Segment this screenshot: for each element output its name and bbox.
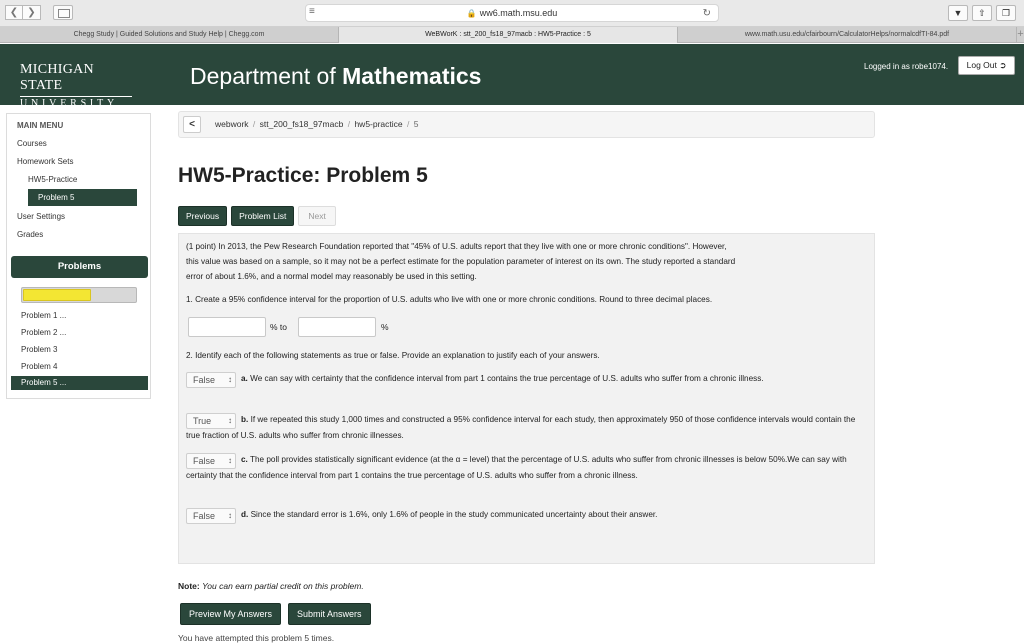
login-status: Logged in as robe1074.: [864, 62, 949, 71]
statement-b-select[interactable]: True ↕: [186, 413, 236, 429]
problem-nav: [178, 206, 336, 226]
left-sidebar: [6, 113, 151, 399]
breadcrumb-back-button[interactable]: <: [183, 116, 201, 133]
statement-d-letter: d.: [241, 510, 249, 519]
history-nav: [5, 5, 41, 20]
submit-actions: [180, 603, 371, 625]
crumb-sep: /: [252, 119, 256, 129]
logout-icon: ➲: [999, 60, 1007, 70]
site-header: [0, 44, 1024, 109]
sidebar-item-user-settings[interactable]: User Settings: [17, 212, 66, 221]
problem-link-4[interactable]: Problem 4: [21, 362, 58, 371]
submit-answers-button[interactable]: Submit Answers: [288, 603, 371, 625]
new-tab-button[interactable]: +: [1017, 28, 1024, 40]
dept-prefix: Department of: [190, 63, 343, 89]
progress-fill: [23, 289, 91, 301]
logo-line1: MICHIGAN STATE: [20, 62, 132, 97]
statement-a-select[interactable]: False ↕: [186, 372, 236, 388]
sidebar-item-courses[interactable]: Courses: [17, 139, 47, 148]
intro-line-2: this value was based on a sample, so it may not be a perfect estimate for the population parameter of interest on its own. The study reported a standard: [186, 257, 736, 266]
progress-bar: [21, 287, 137, 303]
next-button[interactable]: Next: [298, 206, 335, 226]
problem-list-button[interactable]: Problem List: [231, 206, 294, 226]
crumb-course[interactable]: stt_200_fs18_97macb: [259, 119, 344, 129]
dept-name: Mathematics: [342, 63, 482, 89]
statement-b-text: If we repeated this study 1,000 times and constructed a 95% confidence interval for each study, then approximately 950 of those confidence intervals would contain the true fraction of U.S. adults who suffer from chronic illnesses.: [186, 415, 856, 440]
logout-button[interactable]: [958, 56, 1015, 75]
previous-button[interactable]: Previous: [178, 206, 227, 226]
page-header-title: [190, 63, 481, 90]
statement-d-text: Since the standard error is 1.6%, only 1.6% of people in the study communicated uncertainty about their answer.: [250, 510, 658, 519]
intro-line-3: error of about 1.6%, and a normal model may reasonably be used in this setting.: [186, 272, 477, 281]
note-text: You can earn partial credit on this problem.: [202, 581, 364, 591]
problem-link-1[interactable]: Problem 1 ...: [21, 311, 67, 320]
crumb-webwork[interactable]: webwork: [215, 119, 249, 129]
main-menu-heading: MAIN MENU: [17, 121, 64, 130]
toolbar-actions: [948, 5, 1016, 21]
question-1: 1. Create a 95% confidence interval for the proportion of U.S. adults who live with one or more chronic conditions. Round to three decimal places.: [186, 295, 713, 304]
sidebar-item-homework-sets[interactable]: Homework Sets: [17, 157, 74, 166]
logout-label: Log Out: [966, 60, 997, 70]
sidebar-item-grades[interactable]: Grades: [17, 230, 44, 239]
statement-c: [186, 452, 866, 484]
statement-b: [186, 412, 866, 444]
logo-line2: UNIVERSITY: [20, 98, 118, 109]
download-icon[interactable]: ▼: [948, 5, 968, 21]
problem-link-5[interactable]: Problem 5 ...: [11, 376, 148, 390]
reader-icon[interactable]: ≡: [309, 6, 315, 17]
statement-a-letter: a.: [241, 374, 248, 383]
crumb-sep: /: [407, 119, 410, 129]
problem-body: [178, 233, 875, 564]
statement-d: [186, 507, 866, 523]
ci-lower-input[interactable]: [188, 317, 266, 337]
statement-c-letter: c.: [241, 455, 248, 464]
address-bar[interactable]: [305, 4, 719, 22]
sidebar-toggle-icon[interactable]: [53, 5, 73, 20]
statement-b-letter: b.: [241, 415, 249, 424]
problem-link-2[interactable]: Problem 2 ...: [21, 328, 67, 337]
share-icon[interactable]: ⇧: [972, 5, 992, 21]
lock-icon: 🔒: [466, 9, 477, 18]
sidebar-item-problem5[interactable]: Problem 5: [28, 189, 137, 206]
crumb-set[interactable]: hw5-practice: [354, 119, 403, 129]
ci-upper-input[interactable]: [298, 317, 376, 337]
tab-webwork[interactable]: WeBWorK : stt_200_fs18_97macb : HW5-Practice : 5: [339, 27, 678, 43]
browser-toolbar: [0, 0, 1024, 27]
page-title: HW5-Practice: Problem 5: [178, 164, 428, 187]
msu-logo[interactable]: [20, 62, 145, 109]
url-text: ww6.math.msu.edu: [479, 8, 558, 18]
pct-to-label: % to: [270, 322, 288, 332]
crumb-sep: /: [347, 119, 351, 129]
statement-a: [186, 371, 866, 387]
problems-heading: Problems: [11, 256, 148, 278]
back-arrow-icon[interactable]: ❮: [5, 5, 23, 20]
statement-a-text: We can say with certainty that the confidence interval from part 1 contains the true percentage of U.S. adults who suffer from a chronic illness.: [250, 374, 764, 383]
intro-line-1: (1 point) In 2013, the Pew Research Foundation reported that "45% of U.S. adults report that they live with one or more chronic conditions". However,: [186, 242, 727, 251]
tab-chegg[interactable]: Chegg Study | Guided Solutions and Study Help | Chegg.com: [0, 27, 339, 43]
breadcrumb-path: [215, 119, 419, 129]
sidebar-item-hw5-practice[interactable]: HW5-Practice: [28, 175, 78, 184]
reload-icon[interactable]: ↻: [702, 8, 711, 19]
tabs-overview-icon[interactable]: ❐: [996, 5, 1016, 21]
attempts-text: You have attempted this problem 5 times.: [178, 633, 335, 643]
statement-d-select[interactable]: False ↕: [186, 508, 236, 524]
note-label: Note:: [178, 581, 200, 591]
statement-c-text: The poll provides statistically significant evidence (at the α = level) that the percentage of U.S. adults who suffer from chronic illnesses is below 50%.We can say with certainty that the confidence interval from part 1 contains the true percentage of U.S. adults who suffer from a chronic illness.: [186, 455, 847, 480]
forward-arrow-icon[interactable]: ❯: [23, 5, 41, 20]
crumb-problem: 5: [413, 119, 419, 129]
breadcrumb: [178, 111, 875, 138]
preview-answers-button[interactable]: Preview My Answers: [180, 603, 281, 625]
question-2: 2. Identify each of the following statements as true or false. Provide an explanation to justify each of your answers.: [186, 351, 600, 360]
pct-label: %: [381, 322, 389, 332]
problem-link-3[interactable]: Problem 3: [21, 345, 58, 354]
tab-bar: [0, 27, 1024, 43]
tab-pdf[interactable]: www.math.usu.edu/cfairbourn/CalculatorHelps/normalcdfTI-84.pdf: [678, 27, 1017, 43]
partial-credit-note: [178, 581, 364, 591]
statement-c-select[interactable]: False ↕: [186, 453, 236, 469]
